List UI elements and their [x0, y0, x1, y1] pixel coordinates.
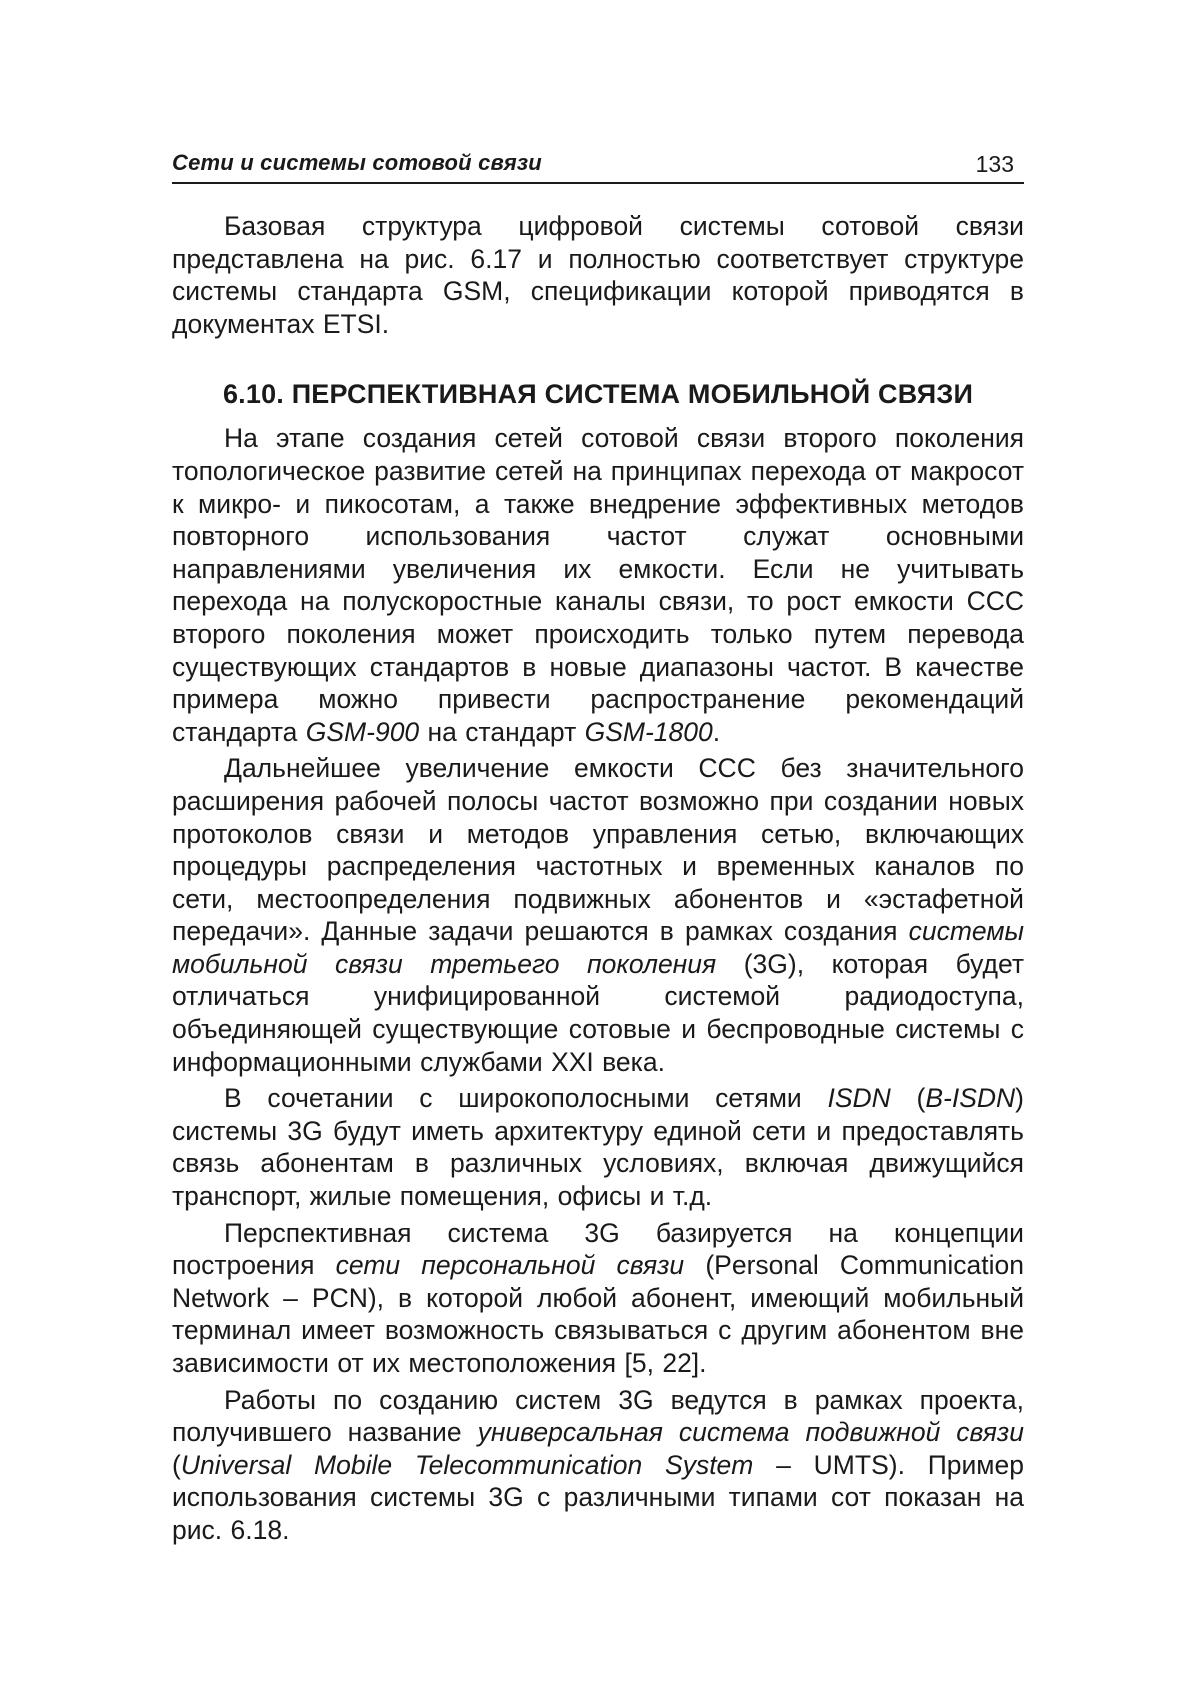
- p2-emphasis-1: системы мобильной связи третьего поколения: [172, 916, 1024, 979]
- p5-mid: (: [172, 1449, 181, 1480]
- paragraph-2: [172, 752, 1024, 1078]
- paragraph-3: [172, 1082, 1024, 1212]
- intro-text: Базовая структура цифровой системы сотовой связи представлена на рис. 6.17 и полностью соответствует структуре системы стандарта GSM, спецификации которой приводятся в документах ETSI.: [172, 211, 1024, 339]
- running-header: [172, 140, 1024, 184]
- paragraph-4: [172, 1217, 1024, 1380]
- p1-text: На этапе создания сетей сотовой связи второго поколения топологическое развитие сетей на принципах перехода от макросот к микро- и пикосотам, а также внедрение эффективных методов повторного использования частот служат основными направлениями увеличения их емкости. Если не учитывать перехода на полускоростные каналы связи, то рост емкости ССС второго поколения может происходить только путем перевода существующих стандартов в новые диапазоны частот. В качестве примера можно привести распространение рекомендаций стандарта: [172, 423, 1024, 747]
- p3-end: ) системы 3G будут иметь архитектуру единой сети и предоставлять связь абонентам в различных условиях, включая движущийся транспорт, жилые помещения, офисы и т.д.: [172, 1083, 1024, 1212]
- p3-emphasis-2: B-ISDN: [925, 1083, 1016, 1114]
- p5-end: – UMTS). Пример использования системы 3G с различными типами сот показан на рис. 6.18.: [172, 1449, 1024, 1545]
- book-page: [172, 140, 1024, 1551]
- section-title: 6.10. ПЕРСПЕКТИВНАЯ СИСТЕМА МОБИЛЬНОЙ СВЯЗИ: [222, 379, 974, 410]
- body-text: [172, 210, 1024, 1547]
- p4-start: Перспективная система 3G базируется на концепции построения: [172, 1217, 1024, 1281]
- p5-emphasis-2: Universal Mobile Telecommunication System: [180, 1449, 754, 1480]
- running-title: Сети и системы сотовой связи: [172, 150, 542, 175]
- p1-emphasis-1: GSM-900: [305, 716, 420, 747]
- p1-emphasis-2: GSM-1800: [584, 716, 713, 747]
- page-number: 133: [975, 151, 1014, 177]
- paragraph-1: [172, 422, 1024, 748]
- p4-emphasis-1: сети персональной связи: [335, 1250, 685, 1281]
- p1-mid: на стандарт: [419, 716, 585, 747]
- p5-emphasis-1: универсальная система подвижной связи: [477, 1417, 1024, 1448]
- p1-end: .: [712, 716, 721, 747]
- p3-start: В сочетании с широкополосными сетями: [224, 1083, 828, 1114]
- p2-end: (3G), которая будет отличаться унифицированной системой радиодоступа, объединяющей существующие сотовые и беспроводные системы с информационными службами XXI века.: [172, 948, 1025, 1077]
- p2-text: Дальнейшее увеличение емкости ССС без значительного расширения рабочей полосы частот возможно при создании новых протоколов связи и методов управления сетью, включающих процедуры распределения частотных и временных каналов по сети, местоопределения подвижных абонентов и «эстафетной передачи». Данные задачи решаются в рамках создания: [172, 753, 1024, 947]
- p5-start: Работы по созданию систем 3G ведутся в рамках проекта, получившего название: [172, 1384, 1024, 1448]
- p4-end: (Personal Communication Network – PCN), в которой любой абонент, имеющий мобильный терминал имеет возможность связываться с другим абонентом вне зависимости от их местоположения [5, 22].: [172, 1250, 1025, 1378]
- intro-paragraph: [172, 210, 1024, 340]
- p3-emphasis-1: ISDN: [827, 1083, 891, 1114]
- paragraph-5: [172, 1384, 1024, 1547]
- p3-mid: (: [890, 1083, 926, 1114]
